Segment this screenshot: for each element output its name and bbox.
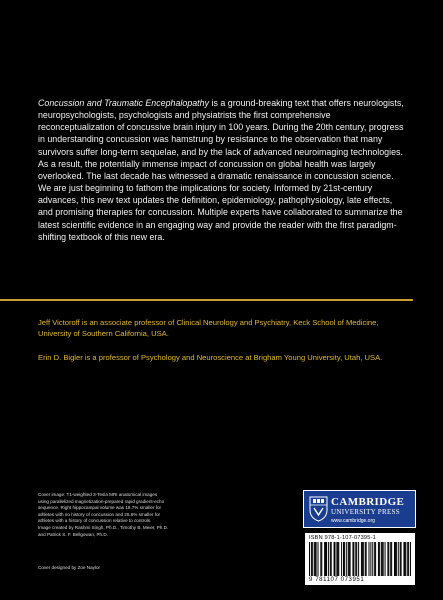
barcode-bar bbox=[318, 542, 319, 576]
barcode-bar bbox=[315, 542, 316, 576]
barcode-bar bbox=[394, 542, 395, 576]
author-bio-text: Jeff Victoroff is an associate professor of Clinical Neurology and Psychiatry, Keck School of Medicine, University of Southern California, USA. bbox=[38, 318, 379, 338]
publisher-name: CAMBRIDGE bbox=[331, 496, 405, 508]
barcode-bar bbox=[374, 542, 375, 576]
barcode-bar bbox=[343, 542, 344, 576]
barcode-bar bbox=[334, 542, 335, 576]
barcode-bar bbox=[410, 542, 411, 576]
author-bio bbox=[38, 317, 408, 339]
author-bio bbox=[38, 352, 408, 363]
book-title: Concussion and Traumatic Encephalopathy bbox=[38, 98, 210, 108]
barcode-bar bbox=[328, 542, 329, 576]
barcode-bar bbox=[385, 542, 386, 576]
credit-line: Image created by Rashmi Singh, Ph.D., Timothy B. Meier, Ph.D. bbox=[38, 524, 169, 530]
cover-designer-credit: Cover designed by Zoe Naylor bbox=[38, 565, 101, 570]
barcode-bar bbox=[404, 542, 405, 576]
barcode-bar bbox=[346, 542, 347, 576]
barcode-bar bbox=[325, 542, 326, 576]
barcode-bar bbox=[309, 542, 310, 576]
barcode-bar bbox=[395, 542, 396, 576]
barcode-bar bbox=[355, 542, 356, 576]
isbn-barcode bbox=[305, 533, 415, 585]
isbn-text: ISBN 978-1-107-07395-1 bbox=[309, 535, 376, 541]
barcode-bar bbox=[353, 542, 354, 576]
barcode-bar bbox=[362, 542, 363, 576]
barcode-bar bbox=[372, 542, 373, 576]
barcode-bar bbox=[326, 542, 327, 576]
barcode-bar bbox=[365, 542, 366, 576]
barcode-bar bbox=[375, 542, 376, 576]
credit-line: sequence. Right hippocampal volume was 16.7% smaller for bbox=[38, 505, 162, 511]
description-paragraph bbox=[38, 97, 408, 243]
barcode-bar bbox=[330, 542, 331, 576]
barcode-bar bbox=[331, 542, 332, 576]
barcode-bar bbox=[320, 542, 321, 576]
credit-line: athletes with no history of concussion and 25.6% smaller for bbox=[38, 511, 161, 517]
credit-line: Cover image: T1-weighted 3-Tesla MRI anatomical images bbox=[38, 492, 158, 497]
credit-line: and Patrick S. F. Bellgowan, Ph.D. bbox=[38, 531, 108, 537]
barcode-bar bbox=[408, 542, 409, 576]
credit-line: athletes with a history of concussion relative to controls. bbox=[38, 518, 152, 524]
barcode-bar bbox=[403, 542, 404, 576]
credit-line: using parallelized magnetization-prepared rapid gradient-echo bbox=[38, 498, 165, 504]
barcode-bars bbox=[309, 542, 411, 576]
barcode-bar bbox=[390, 542, 391, 576]
publisher-url: www.cambridge.org bbox=[331, 518, 375, 524]
barcode-bar bbox=[344, 542, 345, 576]
barcode-bar bbox=[358, 542, 359, 576]
shield-icon bbox=[309, 496, 328, 522]
barcode-bar bbox=[400, 542, 401, 576]
barcode-bar bbox=[369, 542, 370, 576]
barcode-bar bbox=[337, 542, 338, 576]
barcode-bar bbox=[378, 542, 379, 576]
gold-divider bbox=[0, 299, 413, 301]
barcode-bar bbox=[405, 542, 406, 576]
barcode-bar bbox=[383, 542, 384, 576]
book-description bbox=[38, 97, 408, 243]
barcode-bar bbox=[348, 542, 349, 576]
barcode-bar bbox=[381, 542, 382, 576]
barcode-bar bbox=[324, 542, 325, 576]
barcode-bar bbox=[366, 542, 367, 576]
barcode-bar bbox=[321, 542, 322, 576]
barcode-bar bbox=[336, 542, 337, 576]
barcode-bar bbox=[361, 542, 362, 576]
barcode-bar bbox=[396, 542, 397, 576]
barcode-bar bbox=[341, 542, 342, 576]
cover-image-credit bbox=[38, 492, 208, 538]
author-bios bbox=[38, 317, 408, 363]
description-text: is a ground-breaking text that offers neurologists, neuropsychologists, psychologists and physiatrists the first comprehensive reconceptualization of concussive brain injury in 100 years. During the 20th century, progress in understanding concussion was hamstrung by resistance to the observation that many survivors suffer long-term sequelae, and by the lack of advanced neuroimaging technologies. As a result, the potentially immense impact of concussion on global health was largely overlooked. The last decade has witnessed a dramatic renaissance in concussion science. We are just beginning to fathom the implications for society. Informed by 21st-century advances, this new text updates the definition, epidemiology, pathophysiology, late effects, and promising therapies for concussion. Multiple experts have collaborated to summarize the latest scientific evidence in an engaging way and provide the reader with the first paradigm-shifting textbook of this new era. bbox=[38, 98, 404, 242]
publisher-logo bbox=[303, 490, 416, 528]
barcode-bar bbox=[382, 542, 383, 576]
barcode-bar bbox=[314, 542, 315, 576]
barcode-bar bbox=[312, 542, 313, 576]
publisher-press: UNIVERSITY PRESS bbox=[331, 508, 400, 516]
barcode-bar bbox=[352, 542, 353, 576]
barcode-bar bbox=[335, 542, 336, 576]
barcode-bar bbox=[398, 542, 399, 576]
barcode-bar bbox=[401, 542, 402, 576]
barcode-bar bbox=[370, 542, 371, 576]
barcode-bar bbox=[316, 542, 317, 576]
barcode-bar bbox=[388, 542, 389, 576]
barcode-bar bbox=[356, 542, 357, 576]
barcode-bar bbox=[350, 542, 351, 576]
barcode-bar bbox=[387, 542, 388, 576]
author-bio-text: Erin D. Bigler is a professor of Psychology and Neuroscience at Brigham Young University, Utah, USA. bbox=[38, 353, 383, 362]
barcode-bar bbox=[349, 542, 350, 576]
barcode-bar bbox=[407, 542, 408, 576]
barcode-bar bbox=[379, 542, 380, 576]
barcode-bar bbox=[391, 542, 392, 576]
barcode-bar bbox=[363, 542, 364, 576]
barcode-bar bbox=[311, 542, 312, 576]
barcode-digits: 9 781107 073951 bbox=[309, 577, 365, 583]
barcode-bar bbox=[338, 542, 339, 576]
